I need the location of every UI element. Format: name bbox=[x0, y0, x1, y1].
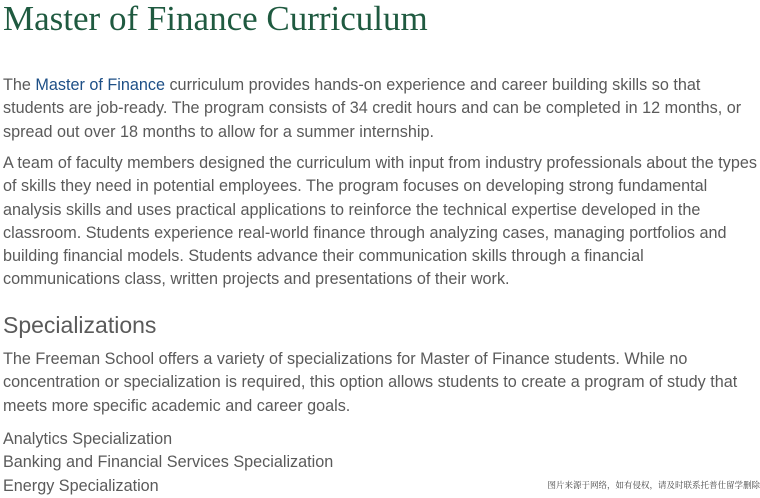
specializations-heading: Specializations bbox=[3, 312, 157, 338]
intro-paragraph bbox=[3, 74, 760, 144]
master-of-finance-link[interactable]: Master of Finance bbox=[35, 76, 165, 94]
specializations-list bbox=[3, 428, 333, 498]
intro-rest: curriculum provides hands-on experience and career building skills so that students are job-ready. The program consists of 34 credit hours and can be completed in 12 months, or spread out over 18 months to allow for a summer internship. bbox=[3, 76, 742, 141]
specializations-description: The Freeman School offers a variety of specializations for Master of Finance students. While no concentration or specialization is required, this option allows students to create a program of study that meets more specific academic and career goals. bbox=[3, 350, 738, 415]
specialization-item-banking: Banking and Financial Services Specialization bbox=[3, 453, 334, 472]
specialization-item-analytics: Analytics Specialization bbox=[3, 430, 173, 448]
faculty-paragraph: A team of faculty members designed the curriculum with input from industry professionals about the types of skills they need in potential employees. The program focuses on developing strong fundamental analysis skills and uses practical applications to reinforce the technical expertise developed in the classroom. Students experience real-world finance through analyzing cases, managing portfolios and building financial models. Students advance their communication skills through a financial communications class, written projects and presentations of their work. bbox=[3, 154, 757, 289]
page-title: Master of Finance Curriculum bbox=[3, 0, 428, 38]
watermark-notice: 图片来源于网络，如有侵权，请及时联系托普仕留学删除 bbox=[547, 481, 760, 491]
specialization-item-energy: Energy Specialization bbox=[3, 476, 159, 495]
intro-prefix: The bbox=[3, 76, 36, 94]
